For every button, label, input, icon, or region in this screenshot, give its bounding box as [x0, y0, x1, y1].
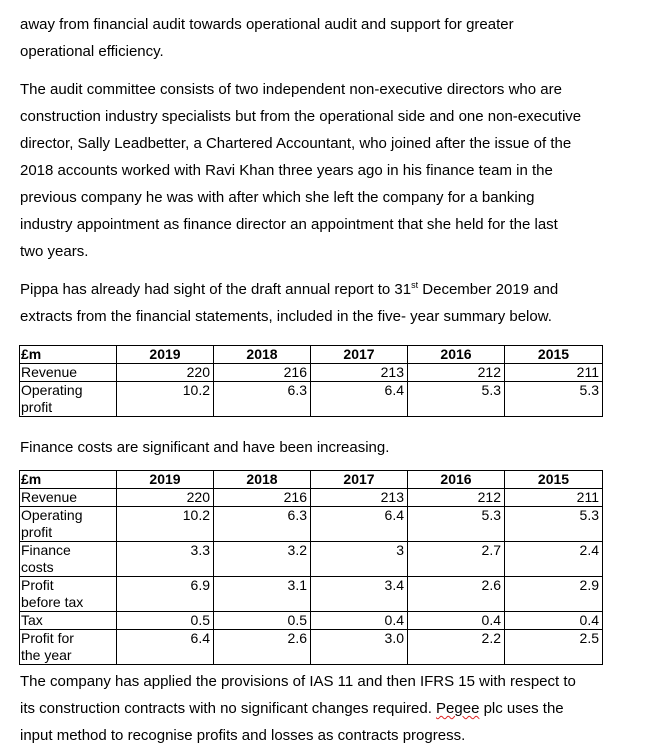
value-cell: 2.7	[408, 542, 505, 577]
paragraph-draft-report	[20, 276, 640, 330]
value-cell: 3	[311, 542, 408, 577]
text-line: 2018 accounts worked with Ravi Khan three years ago in his finance team in the	[20, 162, 553, 179]
row-label	[20, 542, 117, 577]
value-cell: 5.3	[505, 382, 603, 417]
header-cell: 2016	[408, 471, 505, 489]
value-cell: 3.0	[311, 630, 408, 665]
value-cell: 211	[505, 364, 603, 382]
text-line: previous company he was with after which she left the company for a banking	[20, 189, 535, 206]
text-line: two years.	[20, 243, 89, 260]
label-line: the year	[21, 647, 72, 663]
text-line: director, Sally Leadbetter, a Chartered Accountant, who joined after the issue of the	[20, 135, 572, 152]
text-line: input method to recognise profits and losses as contracts progress.	[20, 727, 466, 744]
label-line: Profit	[21, 577, 54, 593]
label-line: Profit for	[21, 630, 74, 646]
value-cell: 6.9	[117, 577, 214, 612]
text-line	[20, 276, 640, 303]
value-cell: 6.4	[311, 382, 408, 417]
header-cell: 2016	[408, 346, 505, 364]
value-cell: 0.4	[311, 612, 408, 630]
text-fragment: Pippa has already had sight of the draft annual report to 31	[20, 281, 412, 298]
table-row	[20, 630, 603, 665]
value-cell: 0.5	[214, 612, 311, 630]
header-cell: 2018	[214, 346, 311, 364]
row-label	[20, 577, 117, 612]
label-line: before tax	[21, 594, 84, 610]
value-cell: 0.5	[117, 612, 214, 630]
value-cell: 212	[408, 364, 505, 382]
text-fragment: plc uses the	[479, 700, 564, 717]
table-row	[20, 542, 603, 577]
text-line: operational efficiency.	[20, 43, 164, 60]
table-row	[20, 489, 603, 507]
header-cell: 2015	[505, 346, 603, 364]
value-cell: 5.3	[505, 507, 603, 542]
value-cell: 10.2	[117, 382, 214, 417]
header-cell: 2017	[311, 346, 408, 364]
label-line: costs	[21, 559, 54, 575]
row-label	[20, 630, 117, 665]
row-label	[20, 382, 117, 417]
value-cell: 3.1	[214, 577, 311, 612]
table-row	[20, 507, 603, 542]
value-cell: 10.2	[117, 507, 214, 542]
value-cell: 2.6	[214, 630, 311, 665]
value-cell: 5.3	[408, 382, 505, 417]
header-cell: £m	[20, 471, 117, 489]
value-cell: 212	[408, 489, 505, 507]
row-label: Revenue	[20, 364, 117, 382]
value-cell: 216	[214, 489, 311, 507]
table-row	[20, 577, 603, 612]
row-label: Revenue	[20, 489, 117, 507]
value-cell: 211	[505, 489, 603, 507]
table-row	[20, 612, 603, 630]
header-cell: 2019	[117, 471, 214, 489]
header-cell: 2015	[505, 471, 603, 489]
value-cell: 6.4	[311, 507, 408, 542]
text-line: construction industry specialists but from the operational side and one non-executive	[20, 108, 582, 125]
row-label: Tax	[20, 612, 117, 630]
row-label	[20, 507, 117, 542]
spellcheck-flagged-word[interactable]: Pegee	[436, 700, 480, 717]
text-fragment: its construction contracts with no significant changes required.	[20, 700, 437, 717]
finance-costs-table	[19, 470, 603, 665]
header-cell: 2017	[311, 471, 408, 489]
value-cell: 2.5	[505, 630, 603, 665]
value-cell: 3.2	[214, 542, 311, 577]
label-line: Finance	[21, 542, 71, 558]
value-cell: 216	[214, 364, 311, 382]
value-cell: 6.4	[117, 630, 214, 665]
value-cell: 2.6	[408, 577, 505, 612]
value-cell: 213	[311, 489, 408, 507]
text-line: The audit committee consists of two independent non-executive directors who are	[20, 81, 562, 98]
text-line: industry appointment as finance director an appointment that she held for the last	[20, 216, 558, 233]
header-cell: 2019	[117, 346, 214, 364]
value-cell: 0.4	[505, 612, 603, 630]
paragraph-finance-costs	[20, 434, 640, 461]
value-cell: 2.4	[505, 542, 603, 577]
value-cell: 213	[311, 364, 408, 382]
table-row	[20, 382, 603, 417]
text-line: away from financial audit towards operational audit and support for greater	[20, 16, 514, 33]
value-cell: 2.2	[408, 630, 505, 665]
paragraph-audit-committee	[20, 76, 640, 265]
text-line	[20, 695, 640, 722]
value-cell: 220	[117, 364, 214, 382]
value-cell: 3.4	[311, 577, 408, 612]
table-header-row	[20, 346, 603, 364]
paragraph-ifrs15	[20, 668, 640, 749]
header-cell: 2018	[214, 471, 311, 489]
table-row	[20, 364, 603, 382]
label-line: profit	[21, 399, 53, 415]
text-line: Finance costs are significant and have been increasing.	[20, 439, 390, 456]
label-line: Operating	[21, 382, 83, 398]
text-fragment: December 2019 and	[418, 281, 559, 298]
value-cell: 5.3	[408, 507, 505, 542]
text-line: extracts from the financial statements, included in the five- year summary below.	[20, 308, 552, 325]
header-cell: £m	[20, 346, 117, 364]
value-cell: 2.9	[505, 577, 603, 612]
table-header-row	[20, 471, 603, 489]
ordinal-suffix: st	[411, 280, 419, 290]
label-line: profit	[21, 524, 53, 540]
value-cell: 6.3	[214, 507, 311, 542]
value-cell: 220	[117, 489, 214, 507]
label-line: Operating	[21, 507, 83, 523]
text-line: The company has applied the provisions of IAS 11 and then IFRS 15 with respect to	[20, 673, 576, 690]
five-year-summary-table	[19, 345, 603, 417]
value-cell: 3.3	[117, 542, 214, 577]
paragraph-audit-focus	[20, 11, 640, 65]
value-cell: 6.3	[214, 382, 311, 417]
value-cell: 0.4	[408, 612, 505, 630]
